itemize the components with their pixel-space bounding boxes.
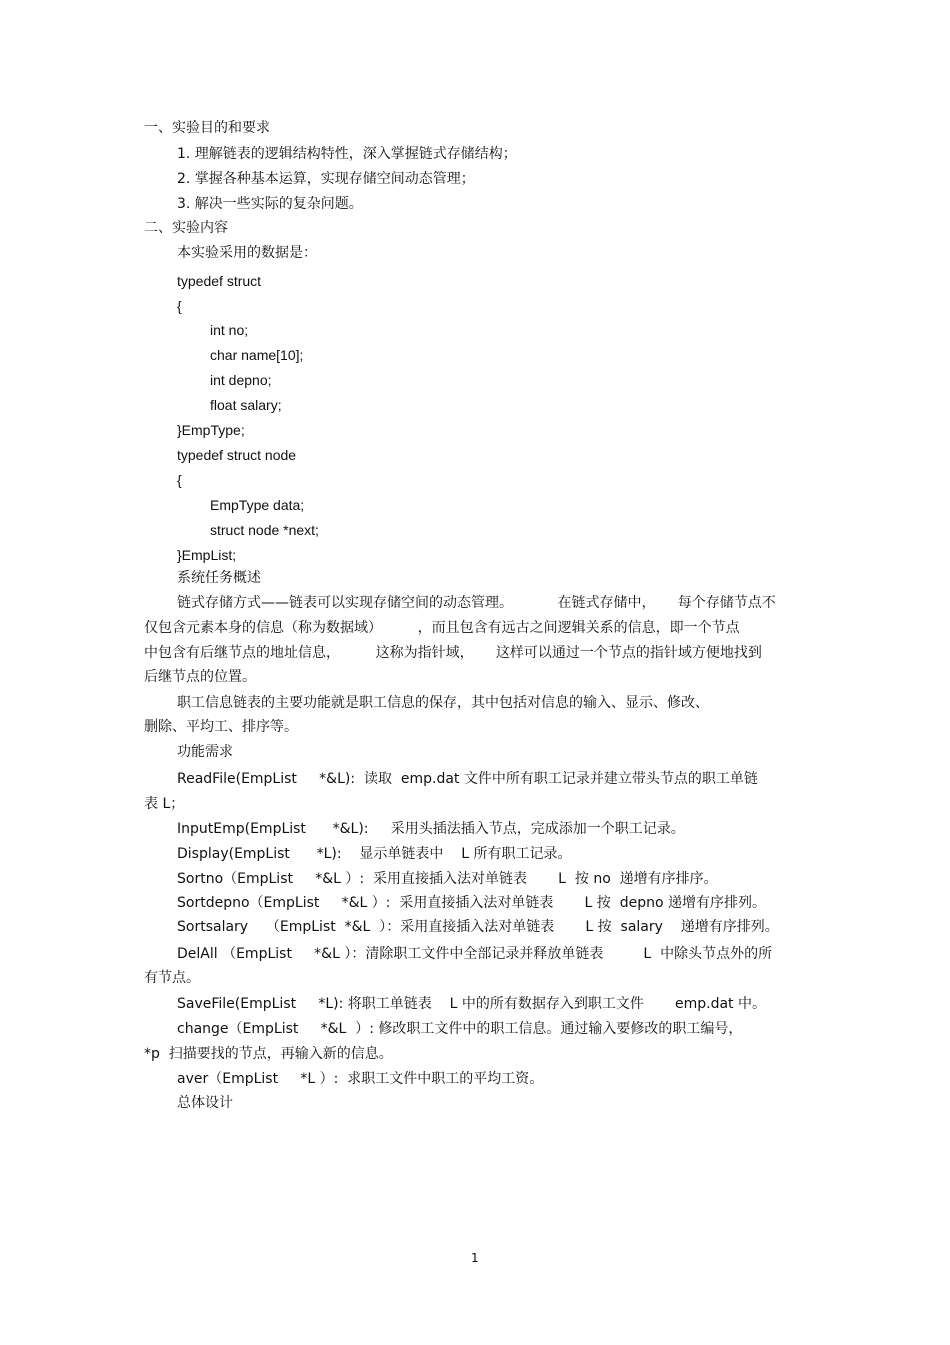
function-line: SaveFile(EmpList *L): 将职工单链表 L 中的所有数据存入到职工文件 emp.dat 中。 [177,996,766,1012]
code-line: float salary; [210,397,282,413]
code-line: typedef struct [177,273,262,289]
data-intro: 本实验采用的数据是： [177,245,317,261]
page-number: 1 [471,1251,479,1265]
function-line: Sortsalary （EmpList *&L ）：采用直接插入法对单链表 L 按 salary 递增有序排列。 [177,919,779,935]
overview-line: 后继节点的位置。 [144,669,256,685]
code-line: }EmpList; [177,547,237,563]
function-line: 表 L； [144,796,185,812]
function-line: Sortdepno（EmpList *&L ）: 采用直接插入法对单链表 L 按 depno 递增有序排列。 [177,895,766,911]
objective-item-3: 3. 解决一些实际的复杂问题。 [177,196,363,212]
function-line: InputEmp(EmpList *&L): 采用头插法插入节点，完成添加一个职工记录。 [177,821,685,837]
overview-line: 中包含有后继节点的地址信息， 这称为指针域， 这样可以通过一个节点的指针域方便地找到 [144,645,762,661]
code-line: char name[10]; [210,347,304,363]
code-line: int no; [210,322,249,338]
function-line: *p 扫描要找的节点，再输入新的信息。 [144,1046,393,1062]
function-line: Display(EmpList *L): 显示单链表中 L 所有职工记录。 [177,846,572,862]
code-line: { [177,298,182,314]
objective-item-2: 2. 掌握各种基本运算，实现存储空间动态管理； [177,171,475,187]
section-2-heading: 二、实验内容 [144,220,228,236]
function-line: ReadFile(EmpList *&L): 读取 emp.dat 文件中所有职工记录并建立带头节点的职工单链 [177,771,758,787]
code-line: { [177,472,182,488]
overview-heading: 系统任务概述 [177,570,261,586]
overview-line: 删除、平均工、排序等。 [144,719,298,735]
function-line: 有节点。 [144,970,200,986]
code-line: int depno; [210,372,272,388]
code-line: }EmpType; [177,422,245,438]
overview-line: 仅包含元素本身的信息（称为数据域） ，而且包含有远古之间逻辑关系的信息，即一个节点 [144,620,740,636]
design-heading: 总体设计 [177,1095,233,1111]
function-line: DelAll （EmpList *&L ）：清除职工文件中全部记录并释放单链表 L 中除头节点外的所 [177,946,773,962]
function-line: Sortno（EmpList *&L ）: 采用直接插入法对单链表 L 按 no 递增有序排序。 [177,871,718,887]
function-line: aver（EmpList *L ）: 求职工文件中职工的平均工资。 [177,1071,544,1087]
overview-line: 职工信息链表的主要功能就是职工信息的保存，其中包括对信息的输入、显示、修改、 [177,695,709,711]
function-line: change（EmpList *&L ）: 修改职工文件中的职工信息。通过输入要修改的职工编号， [177,1021,743,1037]
code-line: struct node *next; [210,522,319,538]
code-line: EmpType data; [210,497,305,513]
section-1-heading: 一、实验目的和要求 [144,120,270,136]
functions-heading: 功能需求 [177,744,233,760]
code-line: typedef struct node [177,447,297,463]
objective-item-1: 1. 理解链表的逻辑结构特性，深入掌握链式存储结构； [177,146,517,162]
overview-line: 链式存储方式——链表可以实现存储空间的动态管理。 在链式存储中， 每个存储节点不 [177,595,776,611]
